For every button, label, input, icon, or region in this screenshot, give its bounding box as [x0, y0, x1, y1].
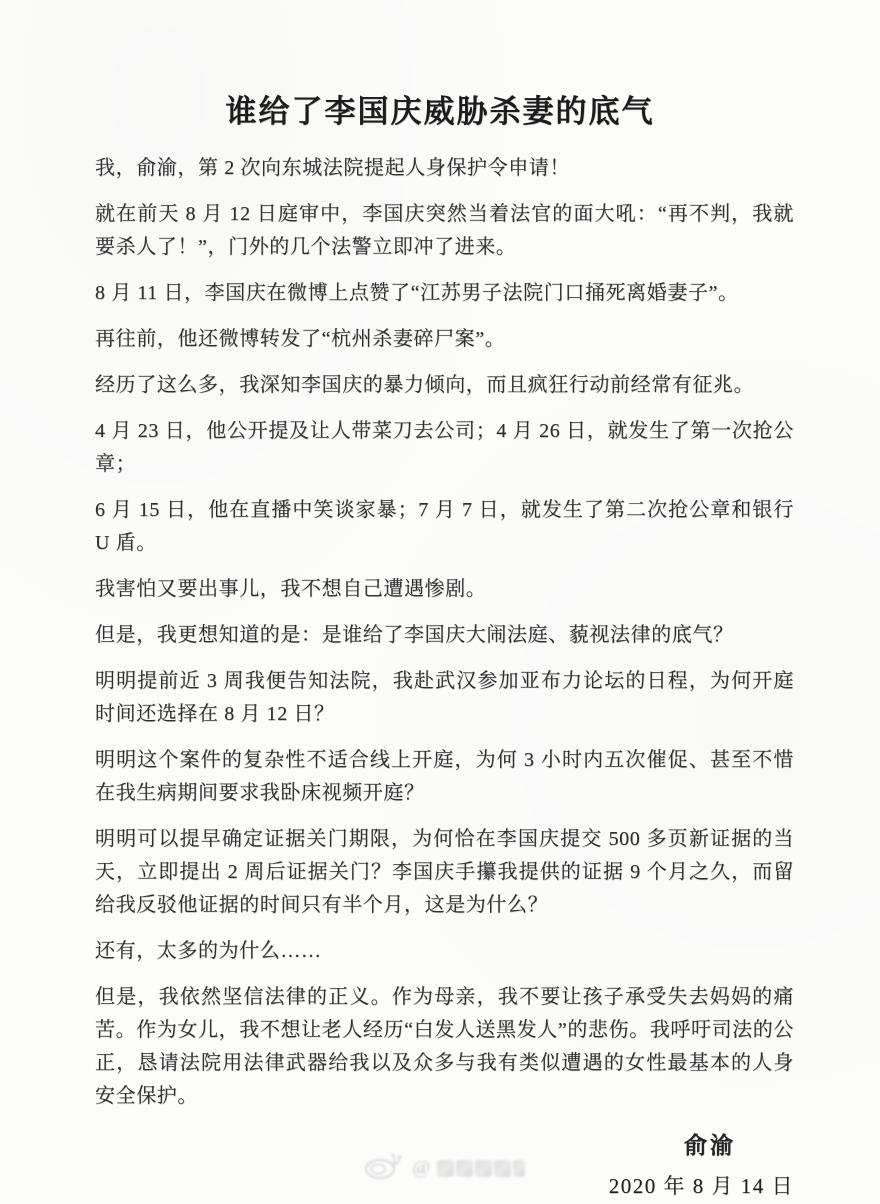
- document-title: 谁给了李国庆威胁杀妻的底气: [225, 94, 655, 129]
- snail-doodle-icon: [364, 1152, 406, 1185]
- paragraph: 但是，我依然坚信法律的正义。作为母亲，我不要让孩子承受失去妈妈的痛苦。作为女儿，我不想让老人经历“白发人送黑发人”的悲伤。我呼吁司法的公正，恳请法院用法律武器给我以及众多与我有类似遭遇的女性最基本的人身安全保护。: [95, 986, 794, 1107]
- letter-body: [95, 152, 794, 1203]
- paragraph: 6 月 15 日，他在直播中笑谈家暴；7 月 7 日，就发生了第二次抢公章和银行 U 盾。: [95, 499, 794, 554]
- paragraph: 明明可以提早确定证据关门期限，为何恰在李国庆提交 500 多页新证据的当天，立即提出 2 周后证据关门？李国庆手攥我提供的证据 9 个月之久，而留给我反驳他证据的时间只有半个月，这是为什么？: [95, 828, 794, 916]
- paragraph: 明明这个案件的复杂性不适合线上开庭，为何 3 小时内五次催促、甚至不惜在我生病期间要求我卧床视频开庭？: [95, 749, 794, 804]
- paragraph: 我害怕又要出事儿，我不想自己遭遇惨剧。: [95, 578, 487, 600]
- paragraph: 经历了这么多，我深知李国庆的暴力倾向，而且疯狂行动前经常有征兆。: [95, 374, 755, 396]
- paragraph: 还有，太多的为什么……: [95, 940, 322, 962]
- weibo-watermark: [364, 1152, 527, 1185]
- paragraph: 8 月 11 日，李国庆在微博上点赞了“江苏男子法院门口捅死离婚妻子”。: [95, 282, 739, 304]
- paragraph-lead: 我，俞渝，第 2 次向东城法院提起人身保护令申请！: [95, 157, 570, 179]
- paragraph: 但是，我更想知道的是：是谁给了李国庆大闹法庭、藐视法律的底气？: [95, 624, 734, 646]
- signature-date: 2020 年 8 月 14 日: [608, 1174, 794, 1198]
- paragraph: 再往前，他还微博转发了“杭州杀妻碎尸案”。: [95, 328, 506, 350]
- paragraph: 明明提前近 3 周我便告知法院，我赴武汉参加亚布力论坛的日程，为何开庭时间还选择在 8 月 12 日？: [95, 670, 794, 725]
- paragraph: 就在前天 8 月 12 日庭审中，李国庆突然当着法官的面大吼：“再不判，我就要杀人了！”，门外的几个法警立即冲了进来。: [95, 203, 794, 258]
- paragraph: 4 月 23 日，他公开提及让人带菜刀去公司；4 月 26 日，就发生了第一次抢公章；: [95, 420, 794, 475]
- signature-name: 俞渝: [684, 1133, 736, 1158]
- watermark-at-symbol: @: [412, 1157, 431, 1179]
- watermark-smudged-text: [437, 1160, 527, 1177]
